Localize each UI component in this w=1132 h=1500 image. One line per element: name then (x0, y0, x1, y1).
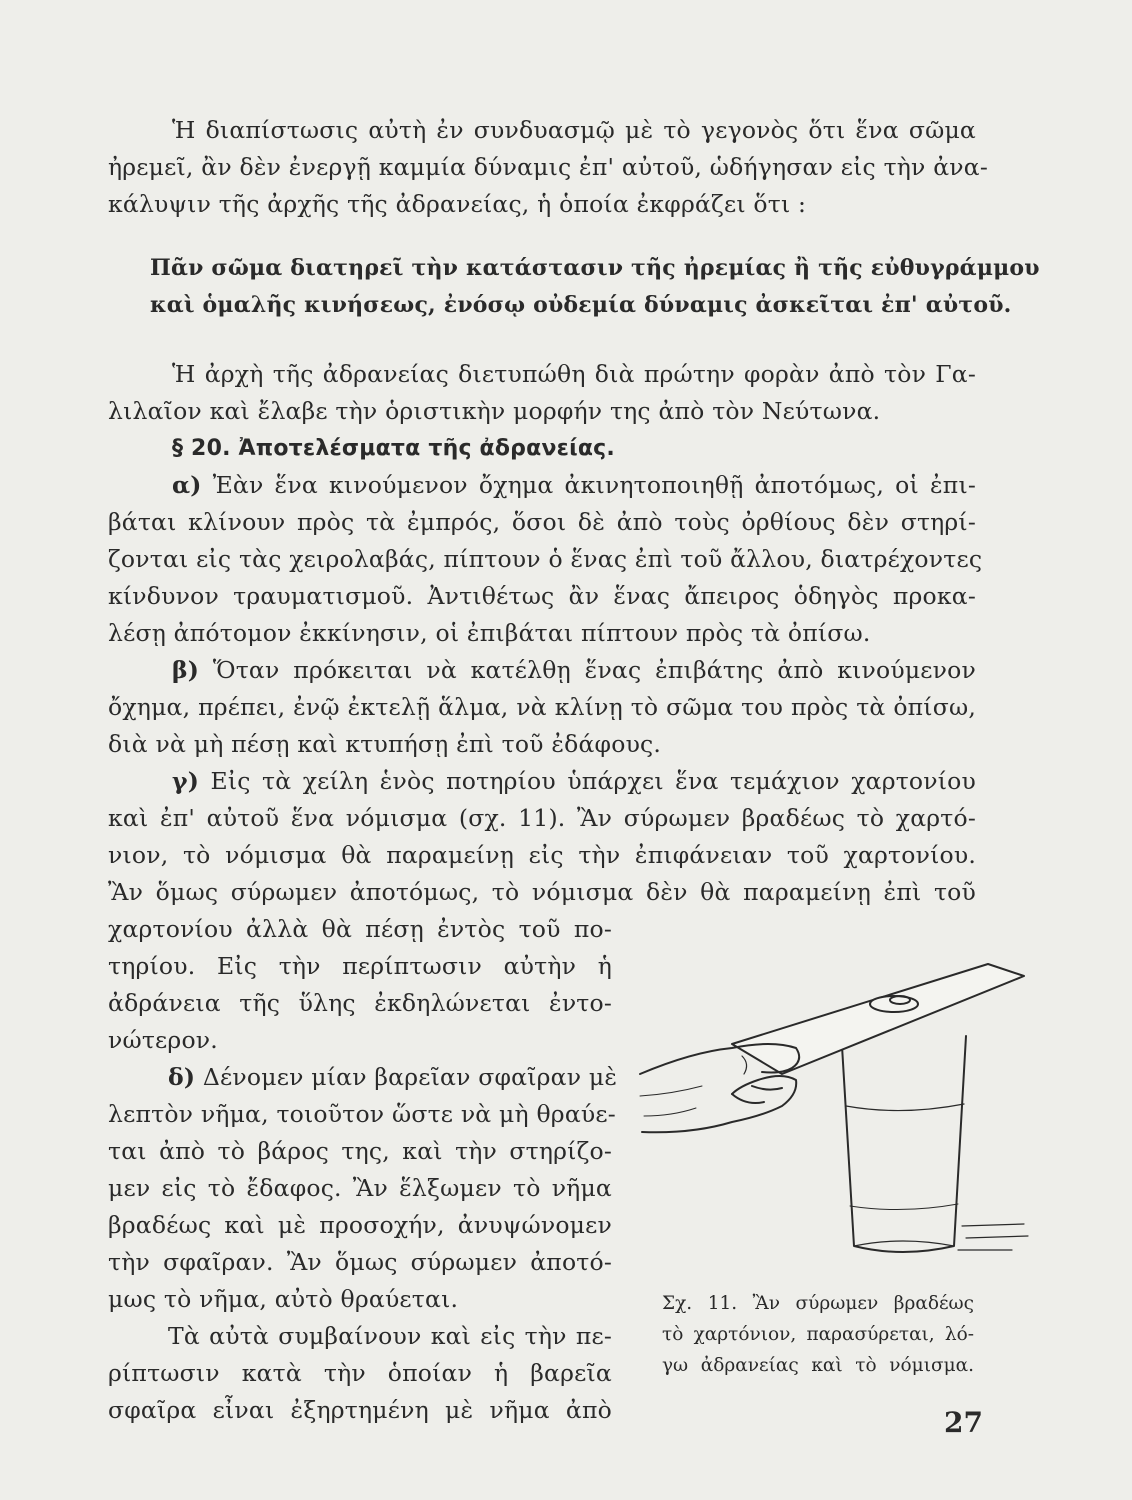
para-a-label: α) (172, 471, 202, 499)
glass-water-line (846, 1104, 964, 1111)
para-d-text-1: Δένομεν μίαν βαρεῖαν σφαῖραν μὲ (202, 1063, 618, 1091)
para-d-line-6: τὴν σφαῖραν. Ἂν ὅμως σύρωμεν ἀποτό- (108, 1248, 612, 1276)
para-d-label: δ) (168, 1063, 196, 1091)
law-line-2: καὶ ὁμαλῆς κινήσεως, ἐνόσῳ οὐδεμία δύναμις ἀσκεῖται ἐπ' αὐτοῦ. (150, 292, 1012, 318)
para-c-line-1 (172, 763, 976, 800)
para-a-line-2: βάται κλίνουν πρὸς τὰ ἐμπρός, ὅσοι δὲ ἀπὸ τοὺς ὀρθίους δὲν στηρί- (108, 508, 976, 536)
para-d-line-4: μεν εἰς τὸ ἔδαφος. Ἂν ἕλξωμεν τὸ νῆμα (108, 1174, 612, 1202)
para-c-line-4: Ἂν ὅμως σύρωμεν ἀποτόμως, τὸ νόμισμα δὲν θὰ παραμείνῃ ἐπὶ τοῦ (108, 878, 976, 906)
para-c-line-5: χαρτονίου ἀλλὰ θὰ πέσῃ ἐντὸς τοῦ πο- (108, 915, 612, 943)
para-d-line-2: λεπτὸν νῆμα, τοιοῦτον ὥστε νὰ μὴ θραύε- (108, 1100, 616, 1128)
para-c-label: γ) (172, 767, 200, 795)
figure-glass-card-coin (632, 956, 1032, 1266)
para-c-line-8: νώτερον. (108, 1026, 218, 1054)
para-b-text-1: Ὅταν πρόκειται νὰ κατέλθῃ ἕνας ἐπιβάτης ἀπὸ κινούμενον (212, 656, 976, 684)
para-a-line-5: λέσῃ ἀπότομον ἐκκίνησιν, οἱ ἐπιβάται πίπτουν πρὸς τὰ ὀπίσω. (108, 619, 871, 647)
figure-caption-line-2: τὸ χαρτόνιον, παρασύρεται, λό- (662, 1324, 974, 1345)
page-number: 27 (944, 1406, 983, 1439)
intro-line-3: κάλυψιν τῆς ἀρχῆς τῆς ἀδρανείας, ἡ ὁποία ἐκφράζει ὅτι : (108, 190, 807, 218)
para-c-line-2: καὶ ἐπ' αὐτοῦ ἕνα νόμισμα (σχ. 11). Ἂν σύρωμεν βραδέως τὸ χαρτό- (108, 804, 976, 832)
intro-line-2: ἠρεμεῖ, ἂν δὲν ἐνεργῇ καμμία δύναμις ἐπ' αὐτοῦ, ὡδήγησαν εἰς τὴν ἀνα- (108, 153, 988, 181)
glass-outline (842, 1036, 966, 1252)
para-d-line-5: βραδέως καὶ μὲ προσοχήν, ἀνυψώνομεν (108, 1211, 612, 1239)
para-d-line-3: ται ἀπὸ τὸ βάρος της, καὶ τὴν στηρίζο- (108, 1137, 612, 1165)
para-e-line-3: σφαῖρα εἶναι ἐξηρτημένη μὲ νῆμα ἀπὸ (108, 1396, 612, 1424)
para-a-line-4: κίνδυνον τραυματισμοῦ. Ἀντιθέτως ἂν ἕνας ἄπειρος ὁδηγὸς προκα- (108, 582, 976, 610)
intro-line-1: Ἡ διαπίστωσις αὐτὴ ἐν συνδυασμῷ μὲ τὸ γεγονὸς ὅτι ἕνα σῶμα (172, 116, 976, 144)
para-b-line-2: ὄχημα, πρέπει, ἐνῷ ἐκτελῇ ἅλμα, νὰ κλίνῃ τὸ σῶμα του πρὸς τὰ ὀπίσω, (108, 693, 976, 721)
para-d-line-1 (168, 1059, 618, 1096)
para-d-line-7: μως τὸ νῆμα, αὐτὸ θραύεται. (108, 1285, 459, 1313)
para-a-line-3: ζονται εἰς τὰς χειρολαβάς, πίπτουν ὁ ἕνας ἐπὶ τοῦ ἄλλου, διατρέχοντες (108, 545, 983, 573)
history-line-2: λιλαῖον καὶ ἔλαβε τὴν ὁριστικὴν μορφήν της ἀπὸ τὸν Νεύτωνα. (108, 397, 881, 425)
para-c-line-3: νιον, τὸ νόμισμα θὰ παραμείνῃ εἰς τὴν ἐπιφάνειαν τοῦ χαρτονίου. (108, 841, 976, 869)
para-c-line-6: τηρίου. Εἰς τὴν περίπτωσιν αὐτὴν ἡ (108, 952, 612, 980)
figure-caption-line-1: Σχ. 11. Ἂν σύρωμεν βραδέως (662, 1293, 974, 1314)
section-heading (172, 430, 976, 467)
para-e-line-1: Τὰ αὐτὰ συμβαίνουν καὶ εἰς τὴν πε- (168, 1322, 612, 1350)
law-line-1: Πᾶν σῶμα διατηρεῖ τὴν κατάστασιν τῆς ἠρεμίας ἢ τῆς εὐθυγράμμου (150, 255, 1040, 281)
history-line-1: Ἡ ἀρχὴ τῆς ἀδρανείας διετυπώθη διὰ πρώτην φορὰν ἀπὸ τὸν Γα- (172, 360, 976, 388)
para-b-label: β) (172, 656, 200, 684)
para-b-line-1 (172, 652, 976, 689)
section-title: Ἀποτελέσματα τῆς ἀδρανείας. (238, 436, 615, 461)
para-c-line-7: ἀδράνεια τῆς ὕλης ἐκδηλώνεται ἐντο- (108, 989, 612, 1017)
para-a-text-1: Ἐὰν ἕνα κινούμενον ὄχημα ἀκινητοποιηθῇ ἀποτόμως, οἱ ἐπι- (212, 471, 976, 499)
para-a-line-1 (172, 467, 976, 504)
para-c-text-1: Εἰς τὰ χείλη ἑνὸς ποτηρίου ὑπάρχει ἕνα τεμάχιον χαρτονίου (210, 767, 976, 795)
para-e-line-2: ρίπτωσιν κατὰ τὴν ὁποίαν ἡ βαρεῖα (108, 1359, 612, 1387)
figure-caption-line-3: γω ἀδρανείας καὶ τὸ νόμισμα. (662, 1355, 974, 1376)
section-number: § 20. (172, 436, 231, 461)
card-outline (732, 964, 1024, 1074)
para-b-line-3: διὰ νὰ μὴ πέσῃ καὶ κτυπήσῃ ἐπὶ τοῦ ἐδάφους. (108, 730, 662, 758)
